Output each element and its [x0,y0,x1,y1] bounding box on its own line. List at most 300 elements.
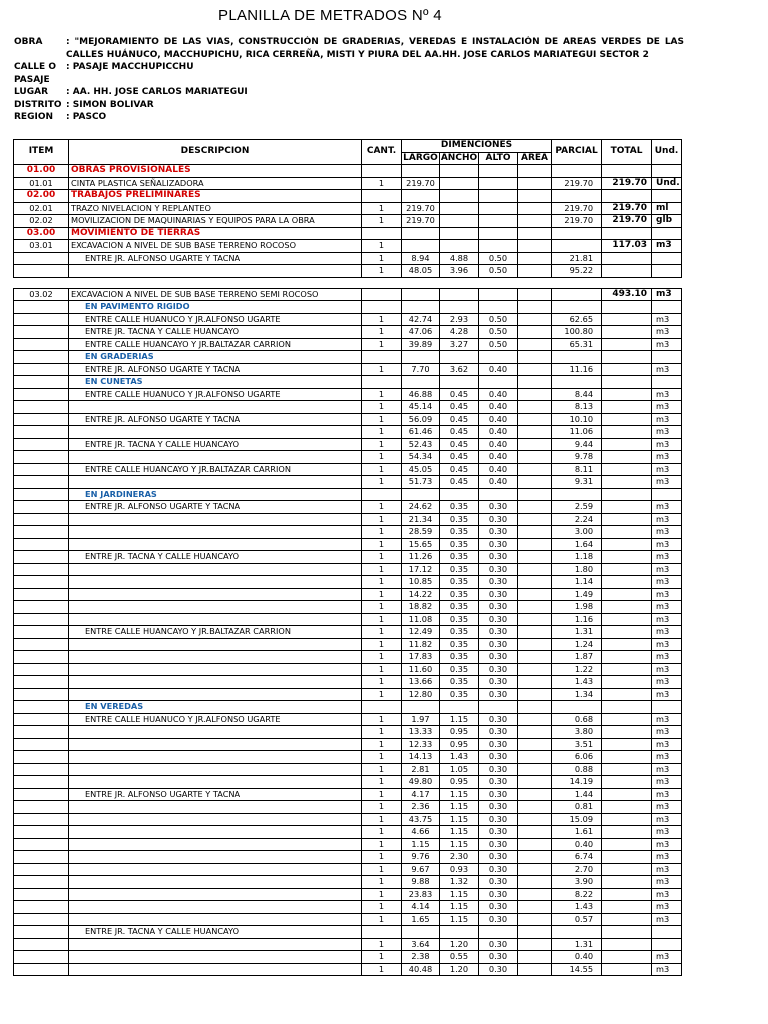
cell-descripcion: ENTRE CALLE HUANCAYO Y JR.BALTAZAR CARRION [69,463,362,476]
cell-largo: 43.75 [402,813,440,826]
cell-cant: 1 [362,563,402,576]
meta-row [14,61,684,74]
cell-alto: 0.40 [479,426,518,439]
cell-descripcion: ENTRE JR. TACNA Y CALLE HUANCAYO [69,326,362,339]
cell-und: m3 [652,826,682,839]
metrados-table [13,139,682,976]
cell-item: 03.01 [14,240,69,253]
table-row [14,713,682,726]
cell-item [14,588,69,601]
cell-alto: 0.30 [479,676,518,689]
cell-parcial: 0.57 [552,913,602,926]
cell-alto: 0.30 [479,601,518,614]
cell-alto [479,288,518,301]
cell-largo: 15.65 [402,538,440,551]
cell-total [602,801,652,814]
cell-descripcion [69,801,362,814]
cell-area [518,476,552,489]
cell-parcial: 1.31 [552,938,602,951]
cell-alto: 0.30 [479,501,518,514]
cell-largo: 11.82 [402,638,440,651]
table-row [14,913,682,926]
col-header-ancho: ANCHO [440,152,478,163]
cell-area [518,240,552,253]
cell-ancho: 1.15 [440,813,479,826]
cell-total [602,463,652,476]
cell-total [602,788,652,801]
cell-ancho [440,177,479,190]
table-row [14,438,682,451]
cell-largo: 219.70 [402,202,440,215]
cell-descripcion [69,277,362,288]
cell-und [652,190,682,203]
meta-row [14,86,684,99]
cell-parcial: 9.44 [552,438,602,451]
cell-total [602,376,652,389]
cell-item [14,788,69,801]
cell-area [518,738,552,751]
cell-largo: 12.33 [402,738,440,751]
cell-area [518,963,552,976]
meta-row [14,99,684,112]
cell-area [518,413,552,426]
cell-alto: 0.30 [479,938,518,951]
cell-area [518,501,552,514]
cell-alto: 0.30 [479,538,518,551]
cell-ancho: 0.35 [440,688,479,701]
cell-largo [402,488,440,501]
cell-item [14,463,69,476]
cell-cant: 1 [362,851,402,864]
cell-cant: 1 [362,913,402,926]
cell-alto: 0.30 [479,738,518,751]
cell-ancho: 1.15 [440,801,479,814]
cell-total [602,888,652,901]
table-row [14,751,682,764]
cell-total [602,713,652,726]
cell-alto: 0.30 [479,863,518,876]
cell-und: m3 [652,413,682,426]
cell-cant: 1 [362,438,402,451]
cell-item [14,713,69,726]
cell-largo: 14.22 [402,588,440,601]
cell-total [602,438,652,451]
cell-und: Und. [652,177,682,190]
cell-area [518,663,552,676]
cell-ancho [440,215,479,228]
cell-descripcion: ENTRE CALLE HUANUCO Y JR.ALFONSO UGARTE [69,313,362,326]
cell-ancho: 1.05 [440,763,479,776]
cell-descripcion [69,963,362,976]
table-row [14,626,682,639]
col-header-largo: LARGO [403,152,438,163]
cell-cant: 1 [362,951,402,964]
cell-parcial: 8.44 [552,388,602,401]
cell-parcial [552,277,602,288]
table-row [14,538,682,551]
cell-parcial: 1.31 [552,626,602,639]
cell-total: 493.10 [602,288,652,301]
cell-cant: 1 [362,240,402,253]
cell-total [602,351,652,364]
cell-descripcion [69,613,362,626]
cell-alto: 0.40 [479,388,518,401]
cell-und: m3 [652,326,682,339]
cell-largo: 1.97 [402,713,440,726]
cell-alto: 0.50 [479,265,518,278]
cell-alto: 0.30 [479,763,518,776]
cell-und: m3 [652,626,682,639]
cell-und: m3 [652,638,682,651]
cell-parcial: 0.81 [552,801,602,814]
table-row [14,813,682,826]
cell-largo: 9.76 [402,851,440,864]
cell-descripcion [69,901,362,914]
cell-largo: 42.74 [402,313,440,326]
cell-parcial [552,926,602,939]
cell-ancho: 0.45 [440,401,479,414]
cell-ancho: 0.35 [440,526,479,539]
table-row [14,313,682,326]
cell-item [14,663,69,676]
cell-area [518,538,552,551]
cell-largo: 47.06 [402,326,440,339]
cell-parcial: 219.70 [552,202,602,215]
cell-area [518,788,552,801]
cell-item: 01.00 [14,165,69,178]
cell-cant: 1 [362,363,402,376]
cell-area [518,563,552,576]
cell-alto: 0.50 [479,338,518,351]
cell-und: m3 [652,888,682,901]
cell-parcial: 14.55 [552,963,602,976]
cell-cant: 1 [362,326,402,339]
cell-item [14,963,69,976]
cell-descripcion: EN GRADERIAS [69,351,362,364]
cell-cant: 1 [362,501,402,514]
cell-area [518,888,552,901]
table-row [14,215,682,228]
cell-alto: 0.30 [479,901,518,914]
cell-area [518,801,552,814]
cell-alto: 0.30 [479,626,518,639]
cell-und: m3 [652,576,682,589]
cell-total [602,851,652,864]
cell-descripcion [69,913,362,926]
cell-ancho: 0.35 [440,576,479,589]
cell-total [602,338,652,351]
cell-area [518,601,552,614]
cell-total [602,863,652,876]
cell-alto: 0.40 [479,451,518,464]
cell-item [14,265,69,278]
cell-area [518,938,552,951]
table-row [14,388,682,401]
cell-und: m3 [652,851,682,864]
cell-und: m3 [652,526,682,539]
cell-descripcion: CINTA PLASTICA SEÑALIZADORA [69,177,362,190]
cell-alto: 0.30 [479,813,518,826]
cell-descripcion [69,688,362,701]
cell-area [518,951,552,964]
cell-largo: 9.67 [402,863,440,876]
cell-cant: 1 [362,513,402,526]
table-row [14,526,682,539]
cell-descripcion: ENTRE JR. ALFONSO UGARTE Y TACNA [69,252,362,265]
cell-und: m3 [652,476,682,489]
page-title: PLANILLA DE METRADOS Nº 4 [218,7,442,24]
cell-total: 219.70 [602,177,652,190]
cell-parcial: 3.80 [552,726,602,739]
cell-descripcion [69,513,362,526]
cell-ancho: 0.45 [440,476,479,489]
cell-cant: 1 [362,676,402,689]
meta-value [66,74,684,87]
cell-item [14,388,69,401]
cell-area [518,826,552,839]
cell-und [652,701,682,714]
cell-area [518,838,552,851]
cell-cant: 1 [362,538,402,551]
cell-alto: 0.30 [479,651,518,664]
cell-total [602,913,652,926]
cell-descripcion: ENTRE CALLE HUANCAYO Y JR.BALTAZAR CARRION [69,626,362,639]
cell-und [652,301,682,314]
cell-und [652,376,682,389]
cell-descripcion: EXCAVACION A NIVEL DE SUB BASE TERRENO SEMI ROCOSO [69,288,362,301]
cell-ancho: 0.35 [440,551,479,564]
cell-descripcion: ENTRE JR. ALFONSO UGARTE Y TACNA [69,788,362,801]
cell-parcial: 219.70 [552,177,602,190]
cell-item [14,413,69,426]
cell-largo [402,351,440,364]
cell-item [14,252,69,265]
cell-cant [362,351,402,364]
cell-ancho: 0.35 [440,513,479,526]
cell-descripcion [69,601,362,614]
cell-alto [479,301,518,314]
cell-cant [362,488,402,501]
cell-descripcion: MOVILIZACION DE MAQUINARIAS Y EQUIPOS PARA LA OBRA [69,215,362,228]
cell-und: m3 [652,663,682,676]
cell-item [14,838,69,851]
cell-item [14,901,69,914]
cell-area [518,363,552,376]
cell-descripcion [69,726,362,739]
table-row [14,826,682,839]
cell-alto [479,240,518,253]
cell-total [602,826,652,839]
cell-alto: 0.30 [479,838,518,851]
cell-descripcion [69,938,362,951]
cell-descripcion [69,426,362,439]
cell-largo [402,701,440,714]
cell-total [602,751,652,764]
cell-cant: 1 [362,776,402,789]
cell-area [518,401,552,414]
cell-item [14,688,69,701]
cell-parcial: 0.40 [552,951,602,964]
cell-und: m3 [652,288,682,301]
cell-total [602,277,652,288]
cell-parcial: 6.74 [552,851,602,864]
table-row [14,165,682,178]
cell-parcial [552,165,602,178]
cell-ancho: 4.28 [440,326,479,339]
table-row [14,688,682,701]
cell-descripcion [69,776,362,789]
cell-item [14,638,69,651]
cell-und: m3 [652,426,682,439]
cell-descripcion: MOVIMIENTO DE TIERRAS [69,227,362,240]
meta-key: DISTRITO [14,99,62,110]
cell-item [14,488,69,501]
table-row [14,763,682,776]
cell-largo: 17.83 [402,651,440,664]
cell-cant: 1 [362,526,402,539]
cell-alto [479,488,518,501]
cell-total [602,363,652,376]
cell-total [602,951,652,964]
cell-descripcion: ENTRE JR. TACNA Y CALLE HUANCAYO [69,551,362,564]
cell-parcial: 1.80 [552,563,602,576]
cell-item [14,363,69,376]
table-row [14,588,682,601]
cell-largo: 51.73 [402,476,440,489]
cell-alto: 0.30 [479,688,518,701]
cell-cant: 1 [362,313,402,326]
cell-area [518,288,552,301]
cell-item [14,676,69,689]
cell-largo: 1.15 [402,838,440,851]
cell-cant: 1 [362,901,402,914]
cell-area [518,215,552,228]
cell-area [518,776,552,789]
cell-alto: 0.50 [479,326,518,339]
cell-largo: 54.34 [402,451,440,464]
table-row [14,563,682,576]
cell-descripcion [69,813,362,826]
meta-key: LUGAR [14,87,49,97]
cell-item [14,626,69,639]
cell-ancho: 0.35 [440,563,479,576]
cell-ancho: 0.45 [440,426,479,439]
meta-value: : PASCO [66,112,107,122]
table-row [14,738,682,751]
cell-ancho [440,301,479,314]
cell-descripcion [69,476,362,489]
cell-largo: 8.94 [402,252,440,265]
cell-area [518,252,552,265]
cell-cant: 1 [362,638,402,651]
cell-area [518,326,552,339]
cell-alto: 0.40 [479,401,518,414]
cell-ancho [440,202,479,215]
cell-cant: 1 [362,463,402,476]
cell-largo: 12.80 [402,688,440,701]
cell-area [518,265,552,278]
col-header-total: TOTAL [602,140,652,165]
cell-parcial: 6.06 [552,751,602,764]
cell-item [14,863,69,876]
cell-area [518,813,552,826]
cell-parcial: 0.40 [552,838,602,851]
cell-und: glb [652,215,682,228]
cell-ancho: 1.43 [440,751,479,764]
cell-parcial: 14.19 [552,776,602,789]
cell-largo: 9.88 [402,876,440,889]
cell-cant: 1 [362,763,402,776]
table-row [14,326,682,339]
cell-total [602,413,652,426]
cell-largo: 13.33 [402,726,440,739]
cell-area [518,301,552,314]
cell-largo: 61.46 [402,426,440,439]
table-row [14,265,682,278]
cell-parcial: 11.06 [552,426,602,439]
cell-ancho: 0.93 [440,863,479,876]
col-header-cant: CANT. [362,140,402,165]
cell-und: m3 [652,438,682,451]
cell-alto: 0.50 [479,252,518,265]
cell-und: m3 [652,563,682,576]
cell-descripcion [69,451,362,464]
cell-alto: 0.40 [479,413,518,426]
cell-descripcion [69,888,362,901]
cell-parcial: 1.87 [552,651,602,664]
cell-ancho [440,190,479,203]
cell-largo: 10.85 [402,576,440,589]
cell-ancho: 0.35 [440,638,479,651]
cell-area [518,463,552,476]
cell-alto: 0.30 [479,776,518,789]
cell-und: m3 [652,401,682,414]
cell-und: m3 [652,513,682,526]
cell-largo: 48.05 [402,265,440,278]
cell-und: m3 [652,813,682,826]
cell-parcial: 1.43 [552,676,602,689]
cell-alto: 0.50 [479,313,518,326]
cell-total [602,426,652,439]
cell-parcial [552,376,602,389]
cell-total [602,563,652,576]
cell-total: 219.70 [602,202,652,215]
cell-alto: 0.30 [479,588,518,601]
cell-total [602,838,652,851]
cell-item: 02.00 [14,190,69,203]
table-row [14,513,682,526]
cell-cant: 1 [362,388,402,401]
cell-alto: 0.30 [479,526,518,539]
cell-item: 03.02 [14,288,69,301]
cell-descripcion [69,876,362,889]
table-row [14,288,682,301]
cell-parcial [552,288,602,301]
cell-cant: 1 [362,688,402,701]
table-row [14,613,682,626]
cell-parcial: 1.16 [552,613,602,626]
cell-total [602,476,652,489]
cell-total [602,963,652,976]
cell-total [602,688,652,701]
table-row [14,601,682,614]
cell-cant: 1 [362,863,402,876]
cell-cant: 1 [362,626,402,639]
cell-ancho: 0.95 [440,726,479,739]
cell-parcial: 62.65 [552,313,602,326]
cell-parcial: 10.10 [552,413,602,426]
cell-total [602,526,652,539]
